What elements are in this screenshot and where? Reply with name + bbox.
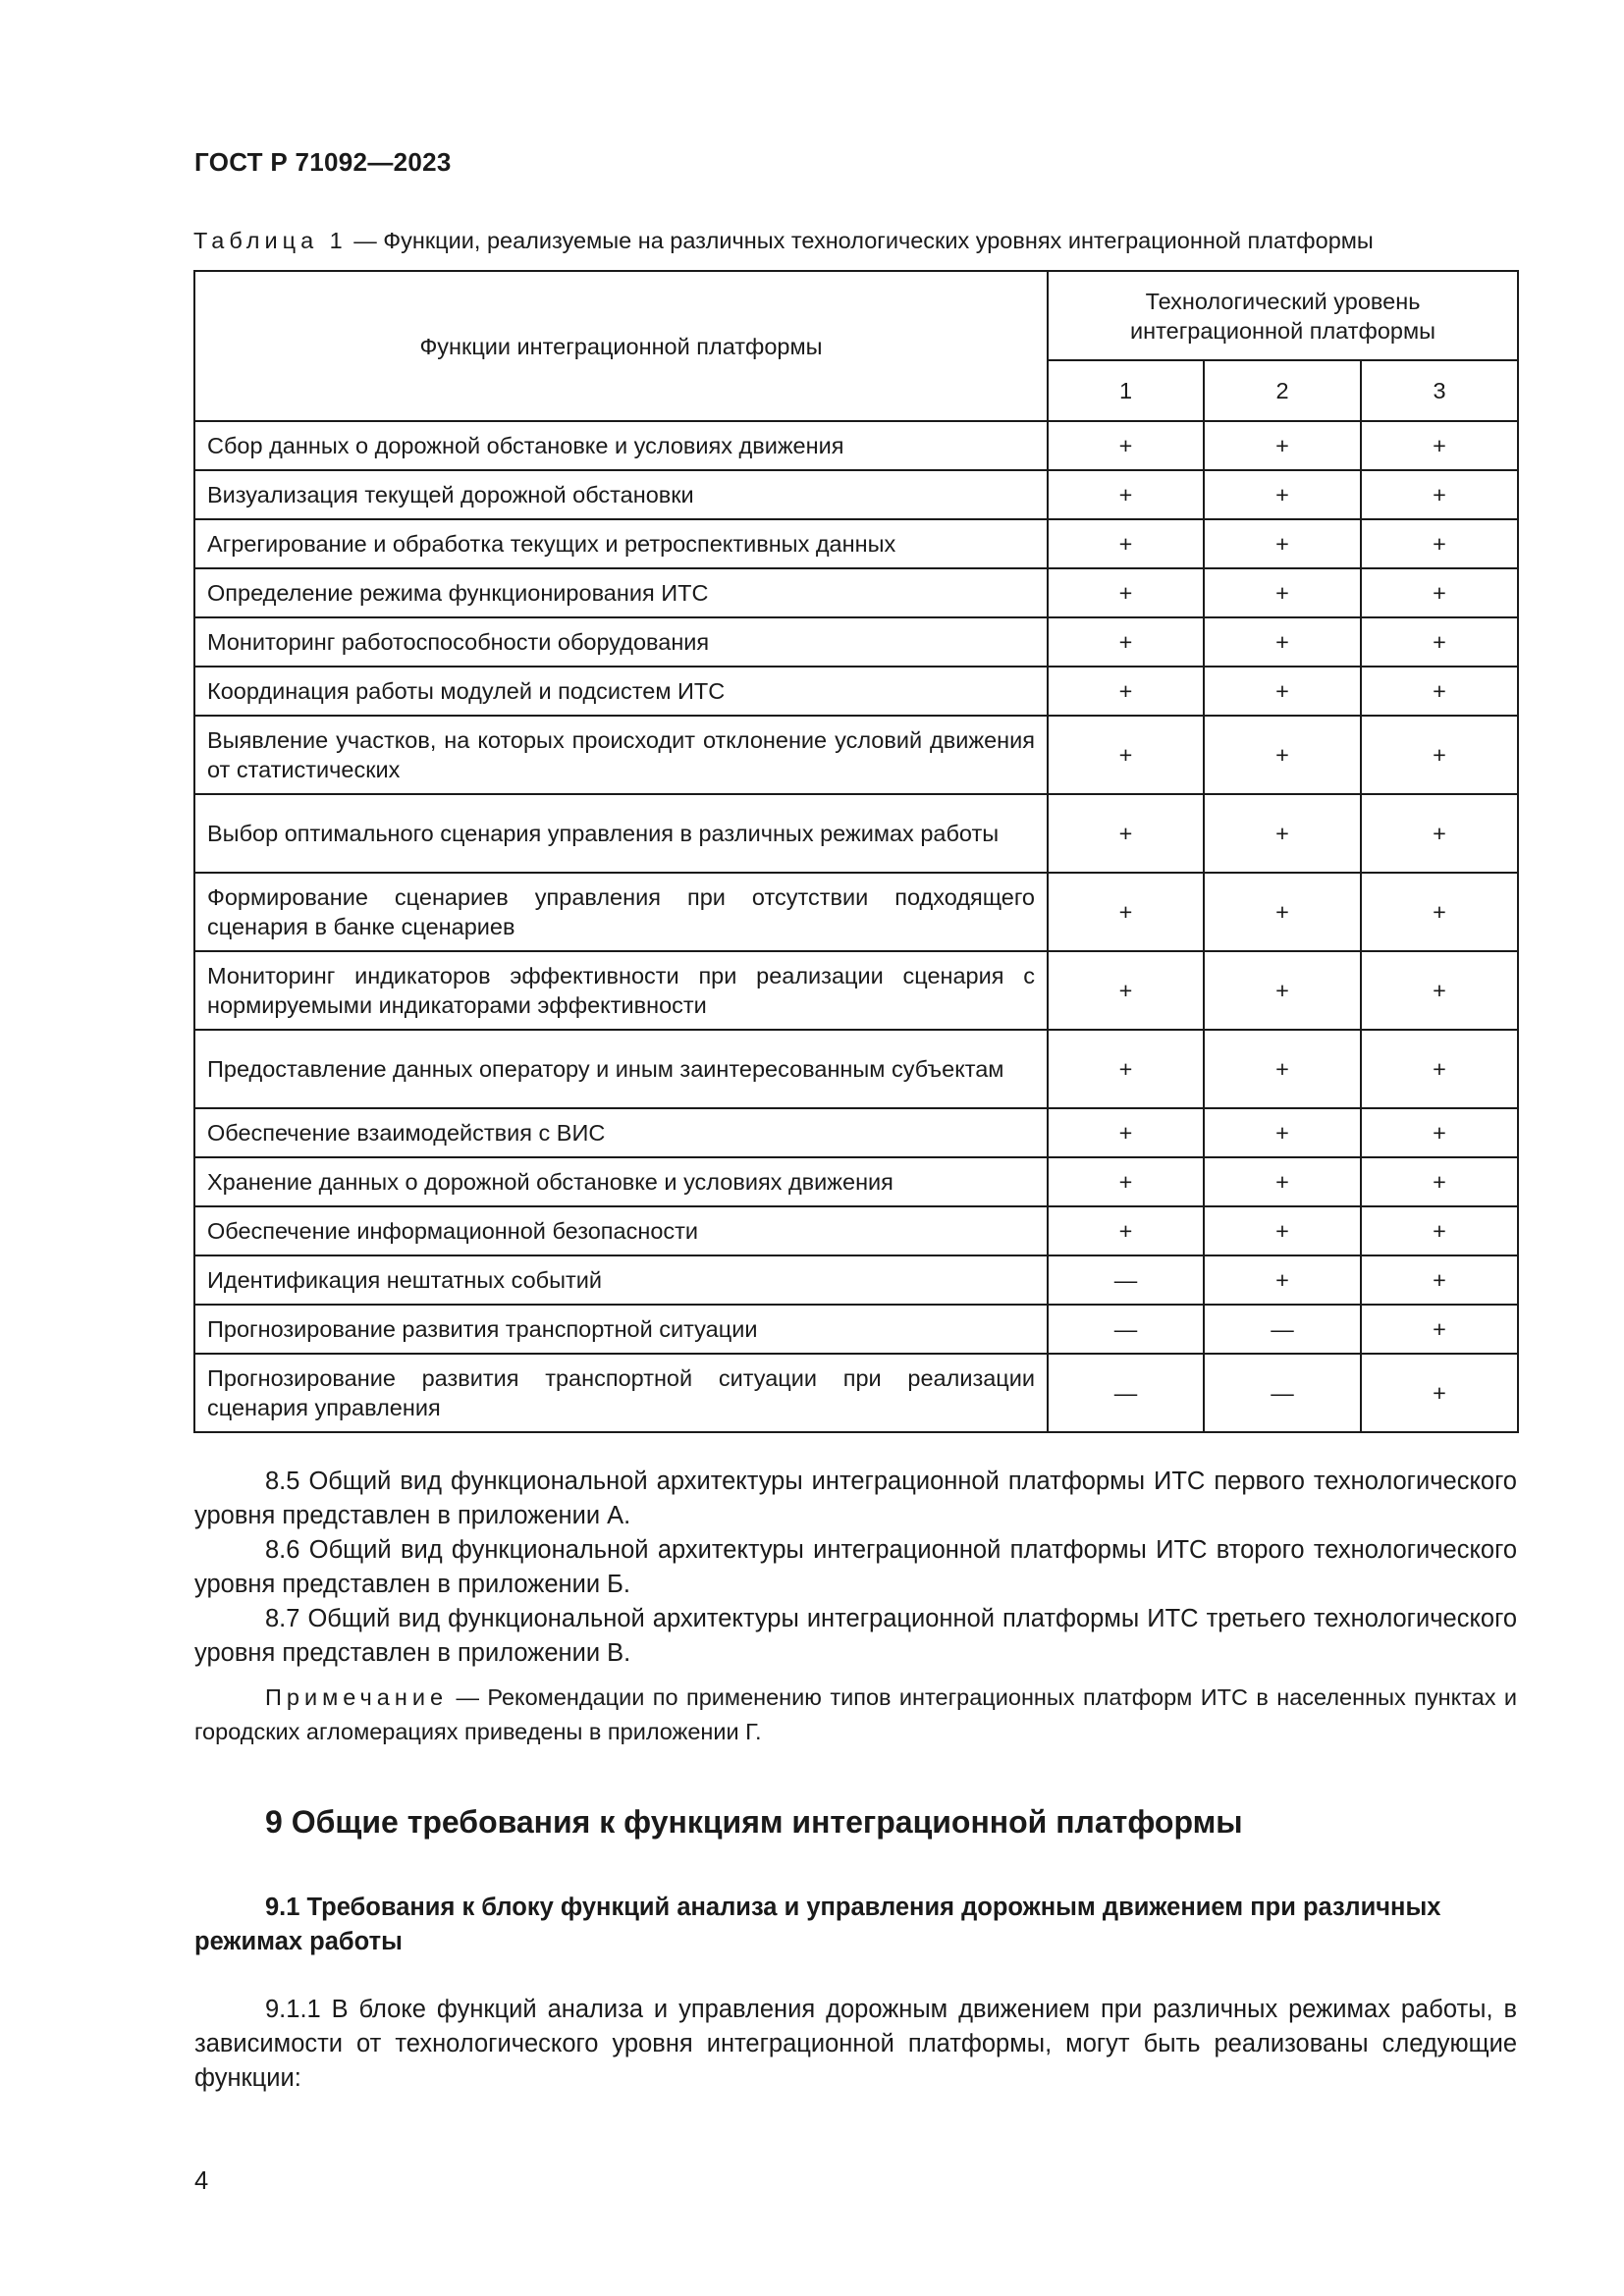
- level-3-mark: +: [1361, 794, 1518, 873]
- level-2-mark: +: [1204, 716, 1361, 794]
- header-level-1: 1: [1048, 360, 1204, 421]
- level-2-mark: +: [1204, 1108, 1361, 1157]
- section-9-title: 9 Общие требования к функциям интеграционной платформы: [265, 1804, 1243, 1840]
- function-name: Агрегирование и обработка текущих и ретроспективных данных: [194, 519, 1048, 568]
- table-caption: [193, 228, 1374, 254]
- level-3-mark: +: [1361, 421, 1518, 470]
- level-1-mark: —: [1048, 1305, 1204, 1354]
- table-row: [194, 421, 1518, 470]
- function-name: Обеспечение информационной безопасности: [194, 1206, 1048, 1255]
- function-name: Выбор оптимального сценария управления в различных режимах работы: [194, 794, 1048, 873]
- table-row: [194, 716, 1518, 794]
- header-level-2: 2: [1204, 360, 1361, 421]
- level-3-mark: +: [1361, 716, 1518, 794]
- table-row: [194, 1255, 1518, 1305]
- function-name: Определение режима функционирования ИТС: [194, 568, 1048, 617]
- level-2-mark: +: [1204, 568, 1361, 617]
- level-3-mark: +: [1361, 873, 1518, 951]
- level-3-mark: +: [1361, 617, 1518, 667]
- function-name: Формирование сценариев управления при отсутствии подходящего сценария в банке сценариев: [194, 873, 1048, 951]
- note-label: Примечание: [265, 1684, 449, 1710]
- paragraph-8-6: 8.6 Общий вид функциональной архитектуры интеграционной платформы ИТС второго технологического уровня представлен в приложении Б.: [194, 1536, 1517, 1598]
- paragraph-8-7: 8.7 Общий вид функциональной архитектуры интеграционной платформы ИТС третьего технологического уровня представлен в приложении В.: [194, 1605, 1517, 1667]
- level-1-mark: +: [1048, 1206, 1204, 1255]
- table-row: [194, 617, 1518, 667]
- level-1-mark: +: [1048, 951, 1204, 1030]
- note-text: — Рекомендации по применению типов интеграционных платформ ИТС в населенных пунктах и городских агломерациях приведены в приложении Г.: [194, 1684, 1517, 1744]
- table-row: [194, 1354, 1518, 1432]
- table-row: [194, 1108, 1518, 1157]
- level-1-mark: +: [1048, 667, 1204, 716]
- table-row: [194, 519, 1518, 568]
- function-name: Прогнозирование развития транспортной ситуации: [194, 1305, 1048, 1354]
- level-2-mark: +: [1204, 470, 1361, 519]
- level-2-mark: +: [1204, 1255, 1361, 1305]
- table-caption-label: Таблица 1: [193, 228, 348, 253]
- function-name: Визуализация текущей дорожной обстановки: [194, 470, 1048, 519]
- table-row: [194, 1157, 1518, 1206]
- level-1-mark: +: [1048, 421, 1204, 470]
- level-2-mark: —: [1204, 1305, 1361, 1354]
- level-3-mark: +: [1361, 1157, 1518, 1206]
- function-name: Координация работы модулей и подсистем ИТС: [194, 667, 1048, 716]
- level-2-mark: +: [1204, 951, 1361, 1030]
- table-row: [194, 470, 1518, 519]
- header-functions: Функции интеграционной платформы: [194, 271, 1048, 421]
- page-number: 4: [194, 2167, 209, 2195]
- standard-code: ГОСТ Р 71092—2023: [194, 147, 452, 177]
- table-row: [194, 794, 1518, 873]
- subsection-9-1: [194, 1891, 1517, 1959]
- table-row: [194, 667, 1518, 716]
- level-2-mark: +: [1204, 1206, 1361, 1255]
- level-3-mark: +: [1361, 1255, 1518, 1305]
- functions-table: [193, 270, 1519, 1433]
- level-3-mark: +: [1361, 951, 1518, 1030]
- paragraph-9-1-1-block: [194, 1993, 1517, 2096]
- header-level-3: 3: [1361, 360, 1518, 421]
- table-row: [194, 1305, 1518, 1354]
- level-3-mark: +: [1361, 667, 1518, 716]
- level-3-mark: +: [1361, 519, 1518, 568]
- function-name: Сбор данных о дорожной обстановке и условиях движения: [194, 421, 1048, 470]
- function-name: Предоставление данных оператору и иным заинтересованным субъектам: [194, 1030, 1048, 1108]
- level-3-mark: +: [1361, 1108, 1518, 1157]
- header-levels: Технологический уровень интеграционной платформы: [1048, 271, 1518, 360]
- table-row: [194, 1030, 1518, 1108]
- level-1-mark: +: [1048, 470, 1204, 519]
- level-2-mark: +: [1204, 667, 1361, 716]
- level-3-mark: +: [1361, 1354, 1518, 1432]
- level-1-mark: +: [1048, 617, 1204, 667]
- level-2-mark: +: [1204, 794, 1361, 873]
- level-1-mark: —: [1048, 1354, 1204, 1432]
- level-1-mark: +: [1048, 1108, 1204, 1157]
- subsection-9-1-title: 9.1 Требования к блоку функций анализа и управления дорожным движением при различных режимах работы: [194, 1894, 1441, 1955]
- level-2-mark: +: [1204, 1030, 1361, 1108]
- level-2-mark: +: [1204, 873, 1361, 951]
- level-2-mark: +: [1204, 1157, 1361, 1206]
- table-row: [194, 951, 1518, 1030]
- level-1-mark: +: [1048, 716, 1204, 794]
- level-1-mark: +: [1048, 519, 1204, 568]
- function-name: Мониторинг работоспособности оборудования: [194, 617, 1048, 667]
- note: [194, 1681, 1517, 1749]
- function-name: Обеспечение взаимодействия с ВИС: [194, 1108, 1048, 1157]
- level-3-mark: +: [1361, 568, 1518, 617]
- paragraph-8-5: 8.5 Общий вид функциональной архитектуры интеграционной платформы ИТС первого технологического уровня представлен в приложении А.: [194, 1468, 1517, 1529]
- function-name: Мониторинг индикаторов эффективности при реализации сценария с нормируемыми индикаторами эффективности: [194, 951, 1048, 1030]
- level-2-mark: +: [1204, 421, 1361, 470]
- level-1-mark: +: [1048, 568, 1204, 617]
- level-3-mark: +: [1361, 1206, 1518, 1255]
- level-3-mark: +: [1361, 1305, 1518, 1354]
- function-name: Прогнозирование развития транспортной ситуации при реализации сценария управления: [194, 1354, 1048, 1432]
- level-1-mark: —: [1048, 1255, 1204, 1305]
- table-caption-text: — Функции, реализуемые на различных технологических уровнях интеграционной платформы: [347, 228, 1374, 253]
- level-1-mark: +: [1048, 794, 1204, 873]
- paragraphs-8: [194, 1465, 1517, 1671]
- level-2-mark: —: [1204, 1354, 1361, 1432]
- level-1-mark: +: [1048, 1030, 1204, 1108]
- level-1-mark: +: [1048, 1157, 1204, 1206]
- level-3-mark: +: [1361, 1030, 1518, 1108]
- function-name: Идентификация нештатных событий: [194, 1255, 1048, 1305]
- function-name: Хранение данных о дорожной обстановке и условиях движения: [194, 1157, 1048, 1206]
- paragraph-9-1-1: 9.1.1 В блоке функций анализа и управления дорожным движением при различных режимах работы, в зависимости от технологического уровня интеграционной платформы, могут быть реализованы следующие функции:: [194, 1996, 1517, 2092]
- table-row: [194, 568, 1518, 617]
- table-row: [194, 1206, 1518, 1255]
- function-name: Выявление участков, на которых происходит отклонение условий движения от статистических: [194, 716, 1048, 794]
- table-row: [194, 873, 1518, 951]
- level-2-mark: +: [1204, 617, 1361, 667]
- level-2-mark: +: [1204, 519, 1361, 568]
- level-3-mark: +: [1361, 470, 1518, 519]
- level-1-mark: +: [1048, 873, 1204, 951]
